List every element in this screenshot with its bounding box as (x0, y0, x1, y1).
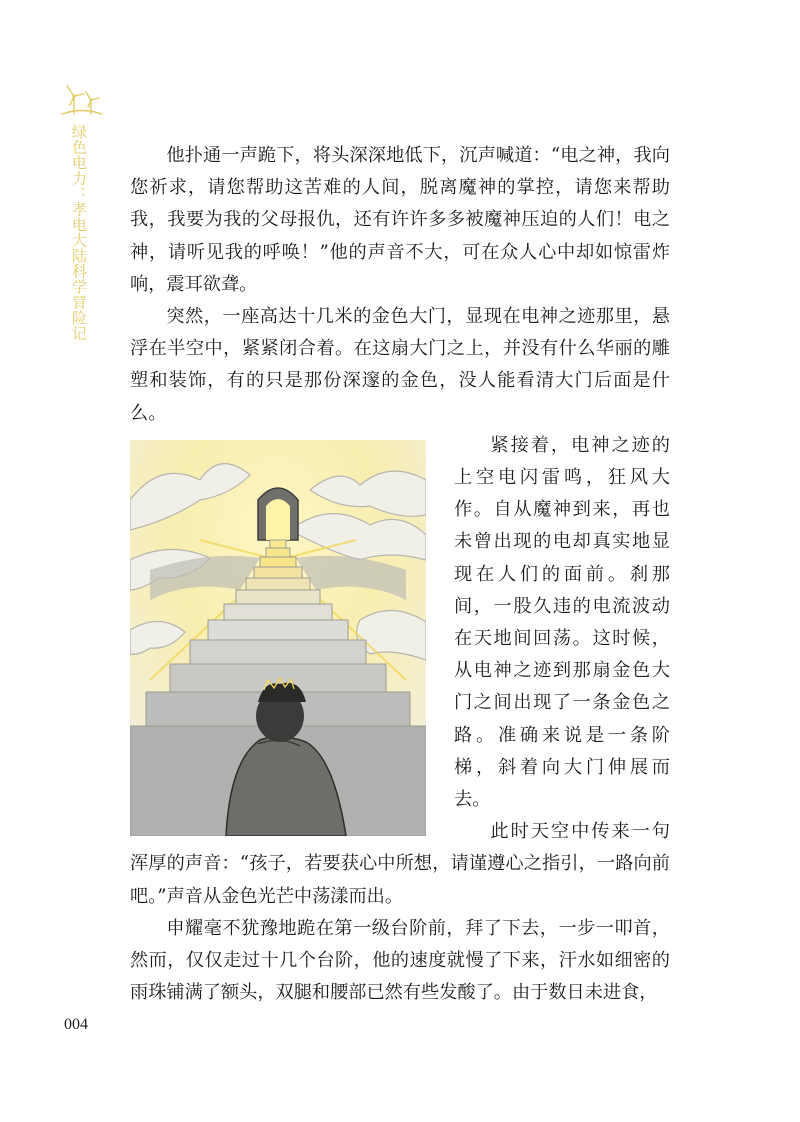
paragraph: 突然，一座高达十几米的金色大门，显现在电神之迹那里，悬浮在半空中，紧紧闭合着。在这扇大门之上，并没有什么华丽的雕塑和装饰，有的只是那份深邃的金色，没人能看清大门后面是什么。 (130, 306, 670, 424)
paragraph: 申耀毫不犹豫地跪在第一级台阶前，拜了下去，一步一叩首，然而，仅仅走过十几个台阶，他的速度就慢了下来，汗水如细密的雨珠铺满了额头，双腿和腰部已然有些发酸了。由于数日未进食， (130, 917, 670, 1004)
page-number: 004 (64, 1016, 88, 1033)
wind-turbine-logo-icon (60, 74, 104, 120)
illustration-golden-staircase (130, 440, 426, 836)
paragraph: 他扑通一声跪下，将头深深地低下，沉声喊道：“电之神，我向您祈求，请您帮助这苦难的人间，脱离魔神的掌控，请您来帮助我，我要为我的父母报仇，还有许许多多被魔神压迫的人们！电之神，请听见我的呼唤！”他的声音不大，可在众人心中却如惊雷炸响，震耳欲聋。 (130, 145, 670, 295)
paragraph: 紧接着，电神之迹的上空电闪雷鸣，狂风大作。自从魔神到来，再也未曾出现的电却真实地显现在人们的面前。刹那间，一股久违的电流波动在天地间回荡。这时候，从电神之迹到那扇金色大门之间出现了一条金色之路。准确来说是一条阶梯，斜着向大门伸展而去。 (454, 434, 670, 811)
staircase-illustration-image (130, 440, 426, 836)
paragraph: 此时天空中传来一句浑厚的声音：“孩子，若要获心中所想，请谨遵心之指引，一路向前吧。”声音从金色光芒中荡漾而出。 (130, 821, 670, 907)
running-title: 绿色电力：孝电大陆科学冒险记 (70, 124, 88, 341)
body-text (130, 140, 670, 1009)
